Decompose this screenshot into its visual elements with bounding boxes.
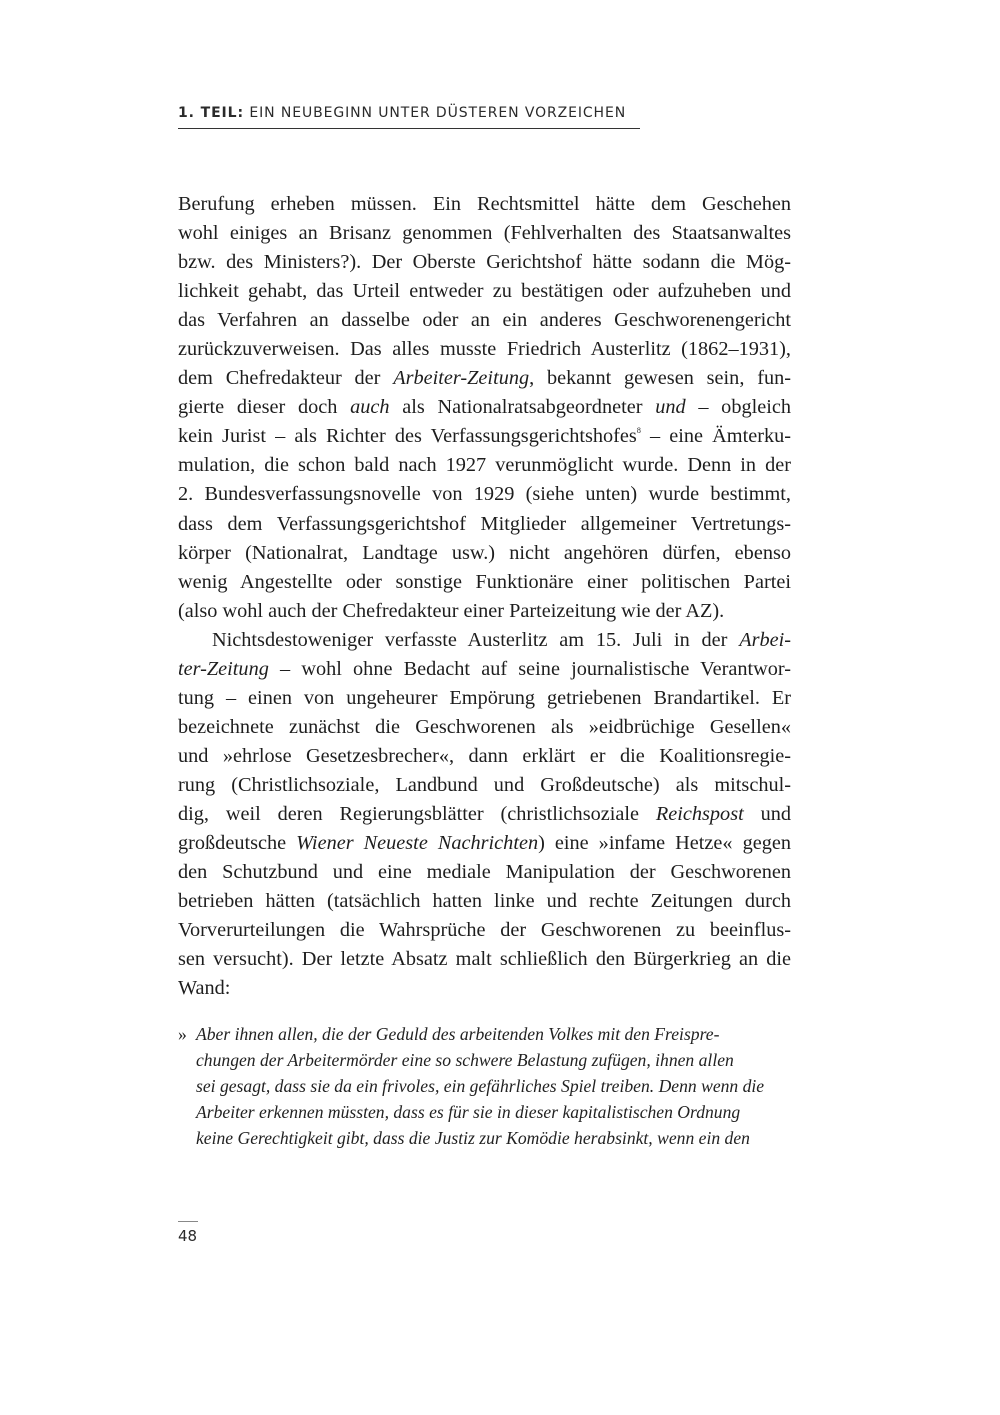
body-line: bezeichnete zunächst die Geschworenen als »eidbrüchige Gesellen«: [178, 715, 791, 738]
running-head-title: EIN NEUBEGINN UNTER DÜSTEREN VORZEICHEN: [249, 105, 627, 121]
body-line: rung (Christlichsoziale, Landbund und Großdeutsche) als mitschul-: [178, 773, 791, 796]
body-line: tung – einen von ungeheurer Empörung getriebenen Brandartikel. Er: [178, 686, 791, 709]
body-line: Berufung erheben müssen. Ein Rechtsmittel hätte dem Geschehen: [178, 193, 791, 215]
body-line: und »ehrlose Gesetzesbrecher«, dann erklärt er die Koalitionsregie-: [178, 744, 791, 767]
running-head: [178, 105, 626, 121]
quote-line: sei gesagt, dass sie da ein frivoles, ein gefährliches Spiel treiben. Denn wenn die: [196, 1075, 765, 1096]
body-line: Nichtsdestoweniger verfasste Austerlitz am 15. Juli in der Arbei-: [212, 628, 791, 651]
block-quote: [178, 1022, 778, 1151]
body-line: zurückzuverweisen. Das alles musste Friedrich Austerlitz (1862–1931),: [178, 338, 791, 361]
running-head-part: 1. TEIL:: [178, 105, 244, 121]
running-head-rule: [178, 128, 640, 129]
body-line: kein Jurist – als Richter des Verfassungsgerichtshofes$^8$ – eine Ämterku-: [178, 425, 791, 448]
quote-line: keine Gerechtigkeit gibt, dass die Justiz zur Komödie herabsinkt, wenn ein den: [196, 1127, 750, 1148]
body-line: 2. Bundesverfassungsnovelle von 1929 (siehe unten) wurde bestimmt,: [178, 483, 791, 506]
body-line: Vorverurteilungen die Wahrsprüche der Geschworenen zu beeinflus-: [178, 919, 791, 942]
italic-emphasis: und: [655, 396, 686, 419]
body-line: mulation, die schon bald nach 1927 verunmöglicht wurde. Denn in der: [178, 454, 791, 477]
body-line: den Schutzbund und eine mediale Manipulation der Geschworenen: [178, 861, 791, 884]
body-text: [178, 190, 791, 1003]
italic-title: Arbei-: [739, 628, 791, 651]
body-line: Wand:: [178, 977, 231, 1000]
page-number: 48: [178, 1227, 198, 1245]
quote-line: chungen der Arbeitermörder eine so schwere Belastung zufügen, ihnen allen: [196, 1049, 734, 1070]
body-line: sen versucht). Der letzte Absatz malt schließlich den Bürgerkrieg an die: [178, 948, 791, 971]
body-line: dig, weil deren Regierungsblätter (christlichsoziale Reichspost und: [178, 802, 791, 825]
italic-title: Arbeiter-Zeitung: [393, 367, 530, 390]
body-line: das Verfahren an dasselbe oder an ein anderes Geschworenengericht: [178, 309, 791, 332]
body-line: betrieben hätten (tatsächlich hatten linke und rechte Zeitungen durch: [178, 890, 791, 913]
italic-title: Wiener Neueste Nachrichten: [296, 832, 539, 855]
italic-title: ter-Zeitung: [178, 657, 269, 680]
body-line: gierte dieser doch auch als Nationalratsabgeordneter und – obgleich: [178, 396, 792, 419]
body-line: ter-Zeitung – wohl ohne Bedacht auf seine journalistische Verantwor-: [178, 657, 791, 680]
quote-line: Arbeiter erkennen müssten, dass es für sie in dieser kapitalistischen Ordnung: [196, 1101, 741, 1122]
quote-line: » Aber ihnen allen, die der Geduld des arbeitenden Volkes mit den Freispre-: [178, 1022, 778, 1048]
italic-emphasis: auch: [350, 396, 390, 419]
body-line: dass dem Verfassungsgerichtshof Mitglieder allgemeiner Vertretungs-: [178, 512, 791, 535]
body-line: lichkeit gehabt, das Urteil entweder zu bestätigen oder aufzuheben und: [178, 280, 791, 303]
body-line: körper (Nationalrat, Landtage usw.) nicht angehören dürfen, ebenso: [178, 541, 791, 564]
italic-title: Reichspost: [655, 802, 744, 825]
body-line: wohl einiges an Brisanz genommen (Fehlverhalten des Staatsanwaltes: [178, 222, 791, 245]
body-line: (also wohl auch der Chefredakteur einer Parteizeitung wie der AZ).: [178, 599, 725, 622]
footnote-marker[interactable]: 8: [636, 426, 641, 436]
body-line: bzw. des Ministers?). Der Oberste Gerichtshof hätte sodann die Mög-: [178, 251, 791, 274]
body-line: großdeutsche Wiener Neueste Nachrichten) eine »infame Hetze« gegen: [178, 832, 792, 855]
page-number-rule: [178, 1221, 198, 1222]
quote-open-mark: »: [178, 1024, 187, 1044]
body-line: dem Chefredakteur der Arbeiter-Zeitung, bekannt gewesen sein, fun-: [178, 367, 791, 390]
body-line: wenig Angestellte oder sonstige Funktionäre einer politischen Partei: [178, 570, 791, 593]
